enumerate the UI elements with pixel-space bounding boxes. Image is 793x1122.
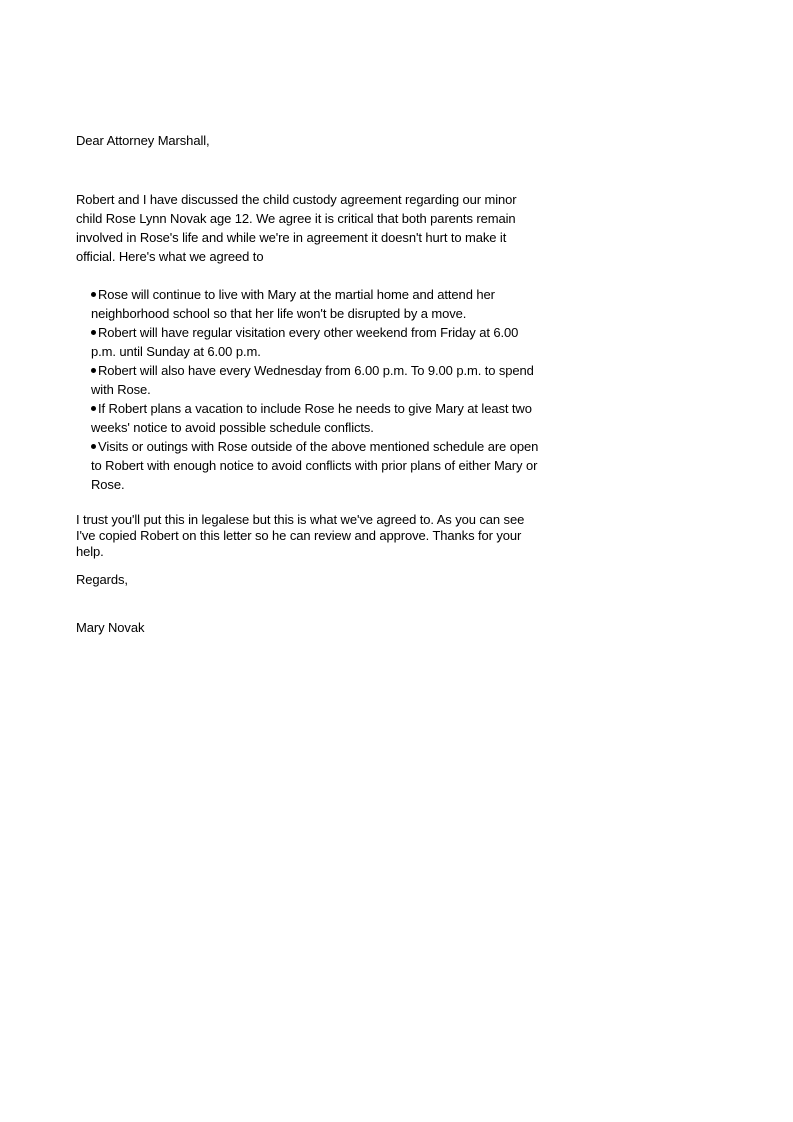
bullet-text: neighborhood school so that her life won't be disrupted by a move.	[91, 306, 467, 321]
bullet-icon	[91, 330, 96, 335]
bullet-text: Rose will continue to live with Mary at the martial home and attend her	[98, 287, 495, 302]
bullet-text: to Robert with enough notice to avoid conflicts with prior plans of either Mary or	[91, 458, 538, 473]
salutation: Dear Attorney Marshall,	[76, 133, 210, 148]
bullet-text: Robert will also have every Wednesday from 6.00 p.m. To 9.00 p.m. to spend	[98, 363, 534, 378]
intro-line: Robert and I have discussed the child custody agreement regarding our minor	[76, 192, 517, 207]
intro-line: official. Here's what we agreed to	[76, 249, 264, 264]
closing-line: I trust you'll put this in legalese but this is what we've agreed to. As you can see	[76, 512, 525, 527]
bullet-icon	[91, 444, 96, 449]
intro-line: child Rose Lynn Novak age 12. We agree it is critical that both parents remain	[76, 211, 516, 226]
closing-line: I've copied Robert on this letter so he can review and approve. Thanks for your	[76, 528, 522, 543]
bullet-text: p.m. until Sunday at 6.00 p.m.	[91, 344, 261, 359]
closing-line: help.	[76, 544, 104, 559]
signature: Mary Novak	[76, 620, 145, 635]
bullet-text: Rose.	[91, 477, 125, 492]
bullet-text: weeks' notice to avoid possible schedule conflicts.	[91, 420, 374, 435]
bullet-text: Robert will have regular visitation every other weekend from Friday at 6.00	[98, 325, 519, 340]
bullet-text: If Robert plans a vacation to include Rose he needs to give Mary at least two	[98, 401, 532, 416]
bullet-text: with Rose.	[91, 382, 151, 397]
signoff: Regards,	[76, 572, 128, 587]
bullet-icon	[91, 368, 96, 373]
bullet-text: Visits or outings with Rose outside of the above mentioned schedule are open	[98, 439, 539, 454]
intro-line: involved in Rose's life and while we're in agreement it doesn't hurt to make it	[76, 230, 507, 245]
bullet-icon	[91, 292, 96, 297]
bullet-icon	[91, 406, 96, 411]
